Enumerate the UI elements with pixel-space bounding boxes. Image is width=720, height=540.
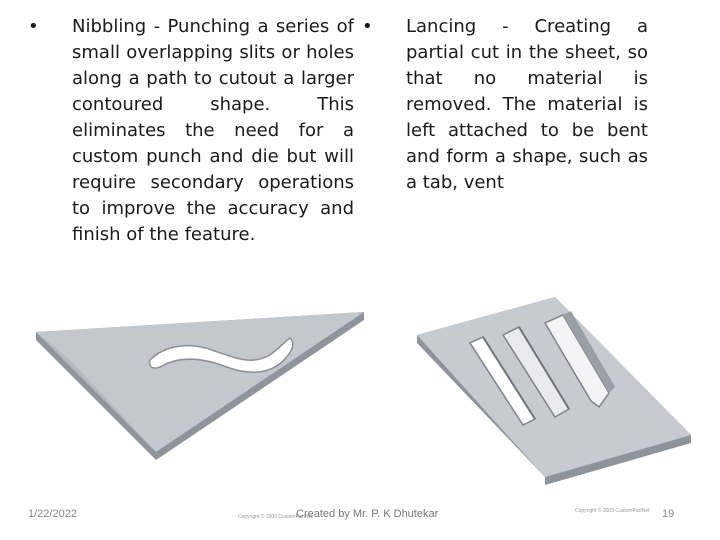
copyright-note-right: Copyright © 2009 CustomPartNet	[575, 508, 650, 514]
lancing-sheet-illustration	[395, 295, 700, 485]
right-column	[362, 14, 648, 196]
bullet-marker: •	[28, 16, 39, 37]
nibbling-bullet	[28, 14, 354, 248]
left-column	[28, 14, 354, 248]
copyright-note-left: Copyright © 2009 CustomPartNet	[238, 514, 313, 520]
nibbling-text: Nibbling - Punching a series of small overlapping slits or holes along a path to cutout a larger contoured shape. This eliminates the need for a custom punch and die but will require secondary operations to improve the accuracy and finish of the feature.	[72, 16, 354, 245]
nibbling-sheet-illustration	[30, 290, 370, 470]
lancing-bullet	[362, 14, 648, 196]
bullet-marker: •	[362, 16, 373, 37]
footer-date: 1/22/2022	[28, 508, 77, 520]
footer-author: Created by Mr. P. K Dhutekar	[296, 508, 439, 520]
page-number: 19	[662, 508, 675, 520]
lancing-text: Lancing - Creating a partial cut in the sheet, so that no material is removed. The material is left attached to be bent and form a shape, such as a tab, vent	[406, 16, 648, 193]
